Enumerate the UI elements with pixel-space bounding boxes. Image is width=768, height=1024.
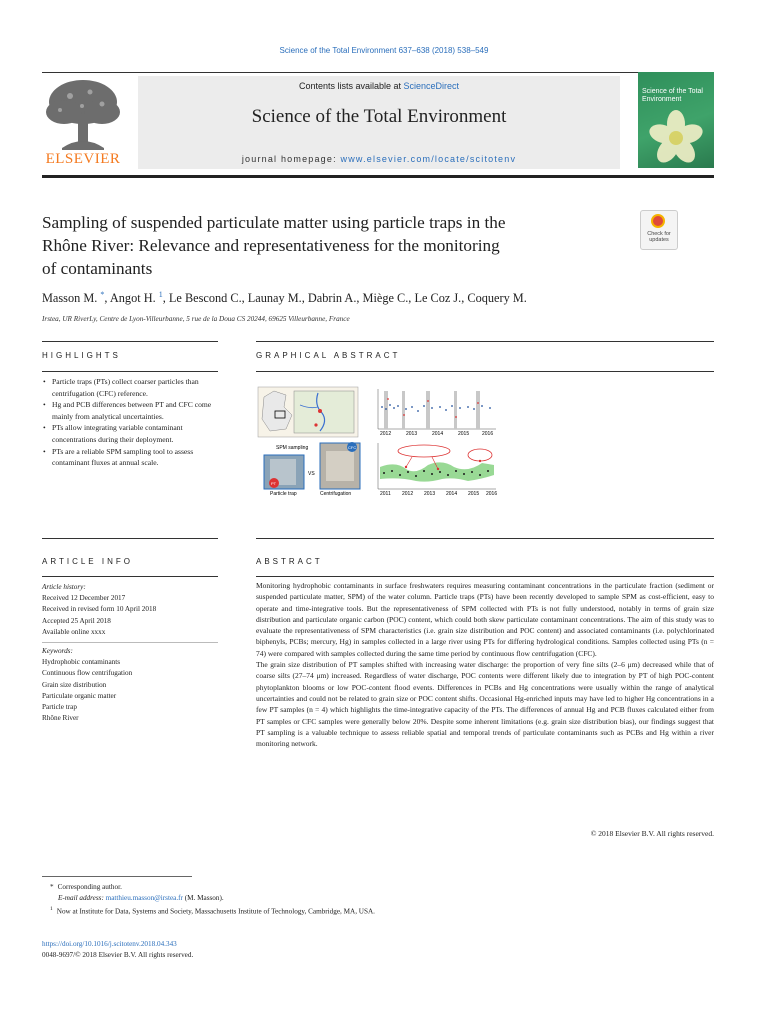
author-list [42, 290, 722, 306]
abstract-heading: ABSTRACT [256, 557, 323, 566]
keyword-item[interactable]: Grain size distribution [42, 680, 107, 689]
author-masson[interactable]: Masson M. [42, 291, 101, 306]
graphical-abstract-figure [256, 385, 500, 497]
sciencedirect-link[interactable]: ScienceDirect [403, 81, 460, 91]
contents-prefix: Contents lists available at [298, 81, 404, 91]
abstract-rule-bottom [256, 576, 714, 577]
history-online: Available online xxxx [42, 627, 106, 636]
publisher-name: ELSEVIER [45, 151, 121, 167]
crossmark-icon [651, 214, 665, 228]
pt-badge-text: PT [271, 481, 277, 486]
article-title-line-2: Rhône River: Relevance and representativeness for the monitoring [42, 236, 500, 255]
email-link[interactable]: matthieu.masson@irstea.fr [105, 894, 183, 902]
footnote-mark-1[interactable]: 1 [158, 290, 163, 299]
svg-text:2015: 2015 [458, 431, 470, 437]
affiliation-note-text: Now at Institute for Data, Systems and Society, Massachusetts Institute of Technology, Cambridge, MA, USA. [56, 907, 375, 916]
highlight-item: • PTs allow integrating variable contaminant concentrations during their deployment. [42, 422, 218, 445]
keywords-label: Keywords: [42, 647, 73, 656]
journal-homepage-line [138, 154, 620, 164]
abstract-body [256, 580, 714, 749]
article-info-heading: ARTICLE INFO [42, 557, 133, 566]
history-revised: Received in revised form 10 April 2018 [42, 605, 157, 614]
journal-cover-thumbnail [638, 72, 714, 168]
article-title-line-3: of contaminants [42, 259, 153, 278]
station-marker [314, 423, 317, 426]
article-info-rule [42, 538, 218, 539]
highlight-item: • PTs are a reliable SPM sampling tool to assess contaminant fluxes at annual scale. [42, 446, 218, 469]
year-tick: 2011 [380, 491, 391, 497]
centrifugation-photo-detail [326, 451, 354, 481]
highlight-item: • Hg and PCB differences between PT and CFC come mainly from analytical uncertainties. [42, 399, 218, 422]
grain-size-timeseries [378, 389, 496, 437]
keyword-item[interactable]: Continuous flow centrifugation [42, 669, 133, 678]
affiliation-note [42, 904, 722, 917]
graphical-abstract-rule-bottom [256, 371, 714, 372]
corresponding-author-mark[interactable]: * [100, 290, 105, 299]
contents-available-line [138, 81, 620, 91]
highlights-rule-bottom [42, 371, 218, 372]
article-title [42, 211, 602, 280]
history-received: Received 12 December 2017 [42, 594, 126, 603]
abstract-copyright: © 2018 Elsevier B.V. All rights reserved. [590, 829, 714, 838]
year-tick: 2013 [424, 491, 436, 497]
asterisk-mark: * [50, 883, 54, 891]
footnote-mark: 1 [50, 906, 53, 912]
abstract-paragraph-1: Monitoring hydrophobic contaminants in surface freshwaters requires measuring contaminant concentrations in the particulate fraction (sediment or suspended particulate matter, SPM) of the water column. Particle traps (PTs) have been recently developed to sample SPM as cost-efficient, easy to operate and time-integrative tools. But the representativeness of SPM collected with PTs is not fully understood, notably in terms of grain size distribution and particulate organic carbon (POC) content, which could both skew particulate contaminant concentrations. The aim of this study was to evaluate the representativeness of SPM characteristics (i.e. grain size distribution and POC content) and associated contaminants (i.e. polychlorinated biphenyls, PCBs; mercury, Hg) in samples collected in a large river using PTs for differing hydrological conditions. Samples collected using PTs (n = 74) were compared with samples collected during the same time period by continuous flow centrifugation (CFC). [256, 581, 714, 658]
spm-sampling-label: SPM sampling [276, 445, 309, 451]
year-tick: 2016 [486, 491, 498, 497]
svg-text:2014: 2014 [432, 431, 444, 437]
email-label: E-mail address: [58, 894, 104, 902]
history-accepted: Accepted 25 April 2018 [42, 616, 111, 625]
contaminant-timeseries [378, 443, 497, 497]
footnote-rule [42, 876, 192, 877]
affiliation: Irstea, UR RiverLy, Centre de Lyon-Villeurbanne, 5 rue de la Doua CS 20244, 69625 Villeurbanne, France [42, 315, 350, 323]
versus-label: VS [308, 471, 315, 477]
homepage-link[interactable]: www.elsevier.com/locate/scitotenv [340, 154, 517, 164]
keyword-item[interactable]: Rhône River [42, 714, 79, 723]
centrifugation-label: Centrifugation [320, 491, 352, 497]
year-tick: 2015 [468, 491, 480, 497]
keyword-item[interactable]: Particle trap [42, 703, 77, 712]
highlight-item: • Particle traps (PTs) collect coarser particles than centrifugation (CFC) reference. [42, 376, 218, 399]
year-tick: 2012 [402, 491, 414, 497]
article-history-label: Article history: [42, 583, 86, 591]
homepage-prefix: journal homepage: [241, 154, 341, 164]
highlights-rule [42, 341, 218, 342]
check-for-updates-label: Check for updates [647, 231, 671, 243]
corresponding-author-text: Corresponding author. [57, 883, 122, 891]
article-info-divider [42, 642, 218, 643]
header-rule-bottom [42, 175, 714, 178]
abstract-paragraph-2: The grain size distribution of PT samples shifted with increasing water discharge: the proportion of very fine silts (2–6 μm) decreased while that of coarse silts (27–74 μm) increased. Regardless of water discharge, POC contents were different likely due to integration by PT of high POC-content phytoplankton blooms or low POC-content flood events. Differences in PCBs and Hg concentrations were usually within the range of analytical uncertainties and could not be related to grain size or POC content shifts. Occasional Hg-enriched inputs may have led to higher Hg concentrations in a few PT samples (n = 4) which highlights the time-integrative capacity of the PTs. The differences of annual Hg and PCB fluxes calculated either from PT samples or CFC samples were generally below 20%. Despite some inherent limitations (e.g. grain size distribution bias), our findings suggest that PT sampling is a valuable technique to assess reliable spatial and temporal trends of particulate contaminants such as PCBs and Hg within a river monitoring network. [256, 660, 714, 749]
journal-title: Science of the Total Environment [251, 106, 507, 127]
header-rule-top [42, 72, 714, 73]
author-angot[interactable]: , Angot H. [104, 291, 159, 306]
graphical-abstract-graphic [256, 385, 500, 497]
article-info [42, 582, 218, 724]
footnotes [42, 882, 722, 917]
svg-text:2012: 2012 [380, 431, 392, 437]
other-authors[interactable]: , Le Bescond C., Launay M., Dabrin A., Miège C., Le Coz J., Coquery M. [162, 291, 527, 306]
highlights-heading: HIGHLIGHTS [42, 351, 121, 360]
issn-line: 0048-9697/© 2018 Elsevier B.V. All rights reserved. [42, 951, 194, 959]
doi-link[interactable]: https://doi.org/10.1016/j.scitotenv.2018.04.343 [42, 940, 177, 948]
abstract-rule [256, 538, 714, 539]
article-title-line-1: Sampling of suspended particulate matter using particle traps in the [42, 213, 506, 232]
station-marker [318, 409, 322, 413]
keyword-item[interactable]: Particulate organic matter [42, 691, 117, 700]
svg-text:2013: 2013 [406, 431, 418, 437]
cfc-badge-text: CFC [348, 445, 357, 450]
email-note [42, 893, 722, 904]
article-info-rule-bottom [42, 576, 218, 577]
map-zoom [294, 391, 354, 433]
cover-title: Science of the Total Environment [642, 88, 703, 103]
email-suffix: (M. Masson). [182, 894, 224, 902]
graphical-abstract-rule [256, 341, 714, 342]
year-tick: 2014 [446, 491, 458, 497]
graphical-abstract-heading: GRAPHICAL ABSTRACT [256, 351, 401, 360]
svg-text:2016: 2016 [482, 431, 494, 437]
particle-trap-label: Particle trap [270, 491, 297, 497]
keyword-item[interactable]: Hydrophobic contaminants [42, 658, 121, 667]
cover-flower-graphic [638, 72, 714, 168]
corresponding-author-note [42, 882, 722, 893]
highlights-list [42, 376, 218, 469]
journal-reference[interactable]: Science of the Total Environment 637–638 (2018) 538–549 [279, 46, 489, 55]
